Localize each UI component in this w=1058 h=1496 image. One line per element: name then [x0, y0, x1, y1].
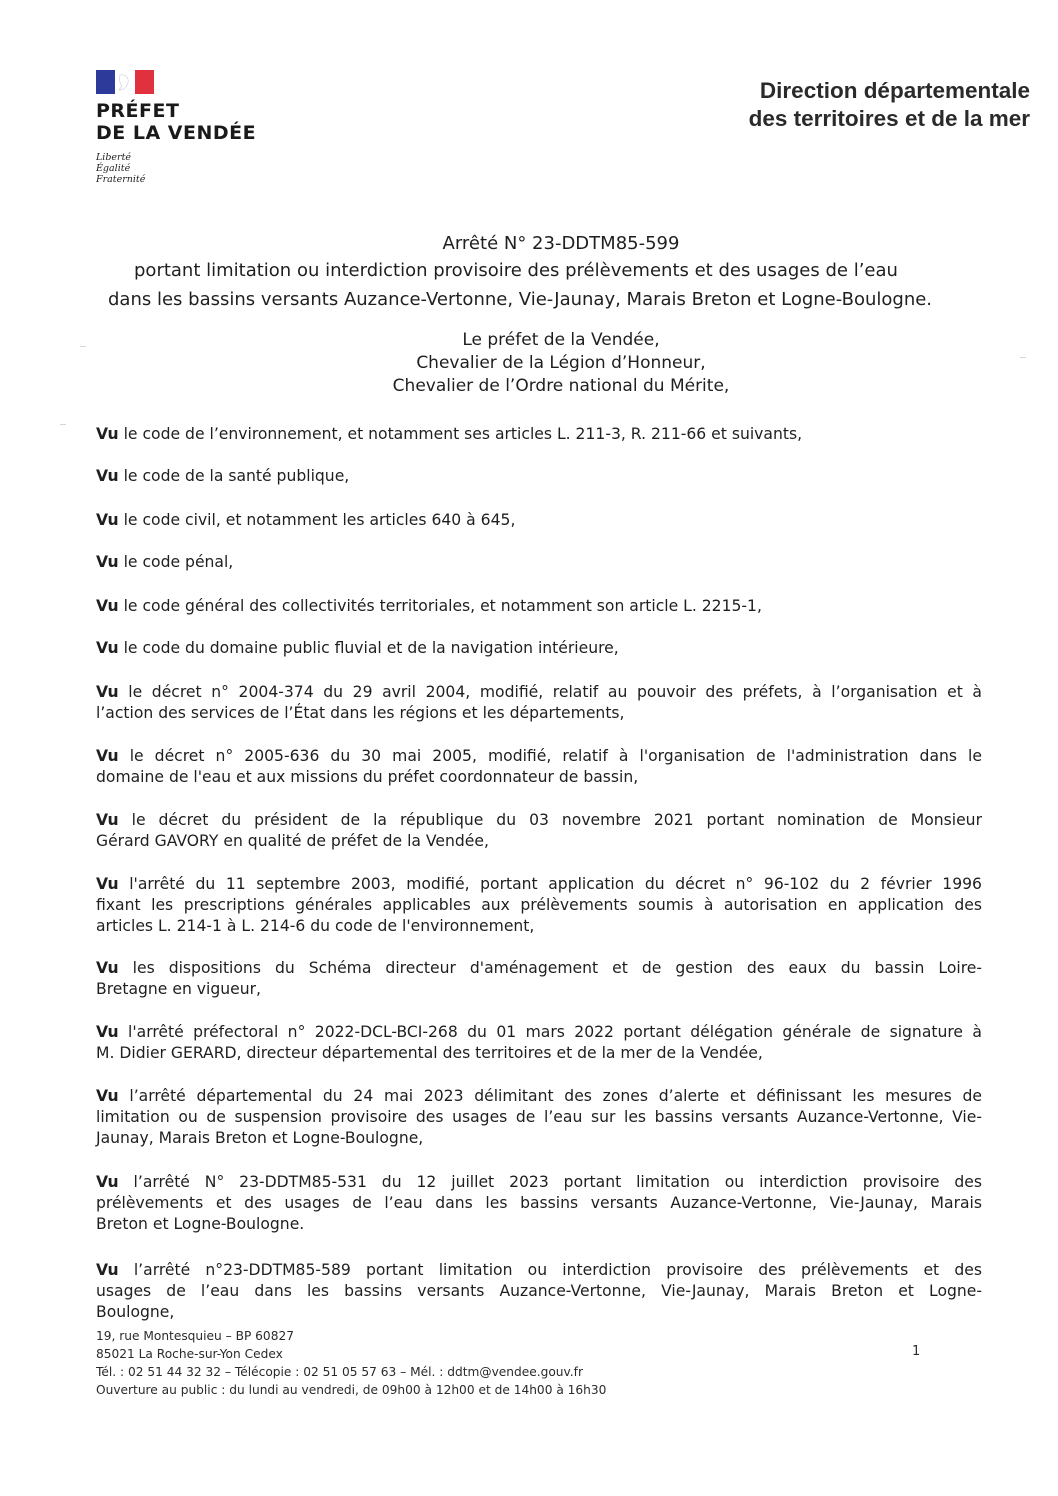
- vu-keyword: Vu: [96, 511, 119, 529]
- visa-text: l’arrêté N° 23-DDTM85-531 du 12 juillet 2023 portant limitation ou interdiction provisoire des: [133, 1173, 982, 1191]
- visa-line: [96, 895, 982, 916]
- scan-speck: [1020, 357, 1026, 358]
- visa-paragraph: [96, 1172, 982, 1235]
- visa-paragraph: [96, 424, 982, 445]
- vu-keyword: Vu: [96, 747, 119, 765]
- visa-paragraph: [96, 596, 982, 617]
- prefet-name-line1: PRÉFET: [96, 100, 180, 122]
- vu-keyword: Vu: [96, 811, 119, 829]
- footer-line3: Tél. : 02 51 44 32 32 – Télécopie : 02 51 05 57 63 – Mél. : ddtm@vendee.gouv.fr: [96, 1365, 583, 1379]
- vu-keyword: Vu: [96, 1023, 119, 1041]
- visa-text: le décret n° 2004-374 du 29 avril 2004, modifié, relatif au pouvoir des préfets, à l’organisation et à: [128, 683, 982, 701]
- arrete-number: Arrêté N° 23-DDTM85-599: [442, 233, 680, 254]
- direction-line1: Direction départementale: [759, 78, 1030, 103]
- visa-text: usages de l’eau dans les bassins versants Auzance-Vertonne, Vie-Jaunay, Marais Breton et Logne-: [96, 1282, 982, 1300]
- scan-speck: [80, 346, 86, 347]
- visa-text: le code pénal,: [123, 553, 234, 571]
- footer-line4: Ouverture au public : du lundi au vendredi, de 09h00 à 12h00 et de 14h00 à 16h30: [96, 1383, 607, 1397]
- visa-text: articles L. 214-1 à L. 214-6 du code de l'environnement,: [96, 917, 535, 935]
- visa-line: [96, 746, 982, 767]
- arrete-subject-line1: portant limitation ou interdiction provisoire des prélèvements et des usages de l’eau: [134, 260, 898, 281]
- visa-line: [96, 874, 982, 895]
- visa-paragraph: [96, 552, 982, 573]
- direction-header: [749, 77, 1030, 133]
- visa-line: [96, 1128, 982, 1149]
- vu-keyword: Vu: [96, 959, 119, 977]
- visa-paragraph: [96, 746, 982, 788]
- visa-paragraph: [96, 466, 982, 487]
- prefet-title-line3: Chevalier de l’Ordre national du Mérite,: [392, 376, 730, 396]
- visa-text: le code de la santé publique,: [123, 467, 350, 485]
- direction-line2: des territoires et de la mer: [748, 106, 1030, 131]
- visa-line: [96, 810, 982, 831]
- visa-text: le code du domaine public fluvial et de la navigation intérieure,: [123, 639, 619, 657]
- visa-line: [96, 596, 982, 617]
- visa-text: l’arrêté départemental du 24 mai 2023 délimitant des zones d’alerte et définissant les mesures de: [129, 1087, 982, 1105]
- footer-line2: 85021 La Roche-sur-Yon Cedex: [96, 1347, 283, 1361]
- visa-line: [96, 1043, 982, 1064]
- footer-address: [96, 1327, 606, 1399]
- devise-egalite: Égalité: [96, 163, 131, 174]
- vu-keyword: Vu: [96, 1173, 119, 1191]
- visa-text: limitation ou de suspension provisoire des usages de l’eau sur les bassins versants Auzance-Vertonne, Vie-: [96, 1108, 982, 1126]
- visa-text: Bretagne en vigueur,: [96, 980, 261, 998]
- visa-text: fixant les prescriptions générales applicables aux prélèvements soumis à autorisation en application des: [96, 896, 982, 914]
- devise-liberte: Liberté: [96, 152, 132, 163]
- visa-line: [96, 1214, 982, 1235]
- visa-text: Gérard GAVORY en qualité de préfet de la Vendée,: [96, 832, 489, 850]
- visa-text: Boulogne,: [96, 1303, 175, 1321]
- vu-keyword: Vu: [96, 1087, 119, 1105]
- visa-text: domaine de l'eau et aux missions du préfet coordonnateur de bassin,: [96, 768, 639, 786]
- visa-line: [96, 703, 982, 724]
- vu-keyword: Vu: [96, 639, 119, 657]
- visa-paragraph: [96, 638, 982, 659]
- visa-paragraph: [96, 682, 982, 724]
- prefet-title-line2: Chevalier de la Légion d’Honneur,: [416, 353, 706, 373]
- visa-line: [96, 1281, 982, 1302]
- vu-keyword: Vu: [96, 683, 119, 701]
- visa-line: [96, 682, 982, 703]
- visa-text: Jaunay, Marais Breton et Logne-Boulogne,: [96, 1129, 424, 1147]
- vu-keyword: Vu: [96, 425, 119, 443]
- visa-line: [96, 979, 982, 1000]
- visa-text: M. Didier GERARD, directeur départemental des territoires et de la mer de la Vendée,: [96, 1044, 763, 1062]
- visa-paragraph: [96, 874, 982, 937]
- prefet-logo: [96, 70, 296, 185]
- visa-line: [96, 1107, 982, 1128]
- visa-line: [96, 958, 982, 979]
- visa-line: [96, 552, 982, 573]
- scan-speck: [60, 424, 66, 425]
- visa-paragraph: [96, 510, 982, 531]
- visa-text: les dispositions du Schéma directeur d'aménagement et de gestion des eaux du bassin Loire-: [132, 959, 982, 977]
- visa-text: l’arrêté n°23-DDTM85-589 portant limitation ou interdiction provisoire des prélèvements et des: [133, 1261, 982, 1279]
- visa-paragraph: [96, 1086, 982, 1149]
- vu-keyword: Vu: [96, 1261, 119, 1279]
- visa-line: [96, 424, 982, 445]
- visa-line: [96, 831, 982, 852]
- visa-paragraph: [96, 1022, 982, 1064]
- visa-line: [96, 510, 982, 531]
- page-number: 1: [912, 1344, 921, 1359]
- visa-text: le code civil, et notamment les articles 640 à 645,: [123, 511, 516, 529]
- visa-text: le code général des collectivités territoriales, et notamment son article L. 2215-1,: [123, 597, 762, 615]
- visa-line: [96, 1260, 982, 1281]
- prefet-name-line2: DE LA VENDÉE: [96, 122, 257, 144]
- visa-line: [96, 1193, 982, 1214]
- vu-keyword: Vu: [96, 467, 119, 485]
- visa-line: [96, 638, 982, 659]
- visa-line: [96, 1086, 982, 1107]
- vu-keyword: Vu: [96, 875, 119, 893]
- visa-text: le décret du président de la république du 03 novembre 2021 portant nomination de Monsieur: [131, 811, 982, 829]
- devise-fraternite: Fraternité: [96, 174, 146, 185]
- arrete-subject-line2: dans les bassins versants Auzance-Vertonne, Vie-Jaunay, Marais Breton et Logne-Boulogne.: [108, 289, 933, 310]
- visa-line: [96, 767, 982, 788]
- visa-paragraph: [96, 810, 982, 852]
- visa-line: [96, 466, 982, 487]
- visa-text: l'arrêté préfectoral n° 2022-DCL-BCI-268 du 01 mars 2022 portant délégation générale de signature à: [128, 1023, 982, 1041]
- visa-line: [96, 916, 982, 937]
- visa-text: l'arrêté du 11 septembre 2003, modifié, portant application du décret n° 96-102 du 2 février 1996: [129, 875, 982, 893]
- visa-text: le code de l’environnement, et notamment ses articles L. 211-3, R. 211-66 et suivants,: [123, 425, 803, 443]
- marianne-icon: [114, 72, 134, 92]
- visa-text: le décret n° 2005-636 du 30 mai 2005, modifié, relatif à l'organisation de l'administration dans le: [129, 747, 982, 765]
- vu-keyword: Vu: [96, 553, 119, 571]
- visa-line: [96, 1172, 982, 1193]
- footer-line1: 19, rue Montesquieu – BP 60827: [96, 1329, 294, 1343]
- visa-text: l’action des services de l’État dans les régions et les départements,: [96, 704, 625, 722]
- vu-keyword: Vu: [96, 597, 119, 615]
- visa-line: [96, 1302, 982, 1323]
- visa-paragraph: [96, 958, 982, 1000]
- visa-line: [96, 1022, 982, 1043]
- visa-text: prélèvements et des usages de l’eau dans les bassins versants Auzance-Vertonne, Vie-Jaunay, Marais: [96, 1194, 982, 1212]
- devise: [96, 152, 296, 185]
- visa-text: Breton et Logne-Boulogne.: [96, 1215, 305, 1233]
- prefet-title-line1: Le préfet de la Vendée,: [462, 330, 660, 350]
- visa-paragraph: [96, 1260, 982, 1323]
